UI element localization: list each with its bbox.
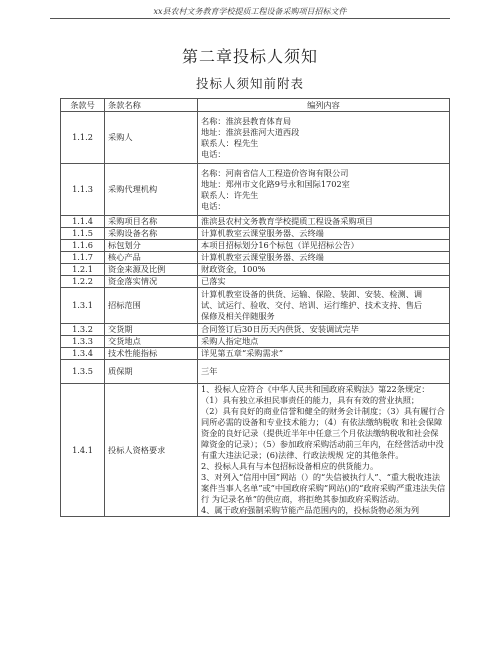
clause-name: 资金落实情况 xyxy=(105,276,198,288)
clause-name: 质保期 xyxy=(105,360,198,384)
table-row xyxy=(61,228,450,240)
content-line: 地址：淮滨县淮河大道西段 xyxy=(201,126,300,137)
clause-number: 1.1.3 xyxy=(61,164,105,216)
content-line: 已落实 xyxy=(201,276,226,286)
content-line: （1）具有独立承担民事责任的能力，具有有效的营业执照； xyxy=(201,395,420,405)
clause-name: 交货地点 xyxy=(105,336,198,348)
table-row xyxy=(61,276,450,288)
content-line: 详见第五章“采购需求” xyxy=(201,348,284,358)
clause-number: 1.1.6 xyxy=(61,240,105,252)
content-line: 计算机教室云课堂服务器、云终端 xyxy=(201,228,324,238)
content-line: 联系人：许先生 xyxy=(201,189,259,200)
content-line: 保修及相关伴随服务 xyxy=(201,311,275,321)
content-line: 采购人指定地点 xyxy=(201,336,259,346)
col-header-content: 编列内容 xyxy=(198,99,450,112)
clause-content xyxy=(198,384,450,517)
clause-name: 技术性能指标 xyxy=(105,348,198,360)
content-line: 淮滨县农村文务教育学校提质工程设备采购项目 xyxy=(201,216,373,226)
content-line: 本项目招标划分16个标包（详见招标公告） xyxy=(201,240,359,250)
table-row xyxy=(61,264,450,276)
content-line: 2、投标人具有与本包招标设备相应的供货能力。 xyxy=(201,461,379,471)
clause-number: 1.3.3 xyxy=(61,336,105,348)
clause-content xyxy=(198,360,450,384)
table-row xyxy=(61,324,450,336)
clause-number: 1.2.1 xyxy=(61,264,105,276)
content-line: 地址：郑州市文化路9号永和国际1702室 xyxy=(201,178,350,189)
clause-number: 1.3.4 xyxy=(61,348,105,360)
clause-number: 1.1.4 xyxy=(61,216,105,228)
content-line: 4、属于政府强制采购节能产品范围内的，投标货物必须为列 xyxy=(201,505,420,515)
content-line: 计算机教室云课堂服务器、云终端 xyxy=(201,252,324,262)
table-row xyxy=(61,384,450,517)
table-row xyxy=(61,288,450,324)
table-row xyxy=(61,164,450,216)
clause-content xyxy=(198,228,450,240)
instructions-table xyxy=(60,98,450,517)
clause-name: 采购项目名称 xyxy=(105,216,198,228)
table-header xyxy=(61,99,450,112)
content-line: 三年 xyxy=(201,366,218,376)
chapter-title: 第二章投标人须知 xyxy=(181,47,318,66)
clause-content xyxy=(198,288,450,324)
table-row xyxy=(61,348,450,360)
running-header: xx县农村文务教育学校提质工程设备采购项目招标文件 xyxy=(153,7,347,16)
clause-number: 1.2.2 xyxy=(61,276,105,288)
content-line: （2）具有良好的商业信誉和健全的财务会计制度；（3）具有履行合同所必需的设备和专业技术能力；（4）有依法缴纳税收 和社会保障资金的良好记录（提供近半年中任意三个月依法缴纳税收和社会保障资金的记录）；（5）参加政府采购活动前三年内，在经营活动中没有重大违法记录；(6)法律、行政法规规 定的其他条件。 xyxy=(201,406,445,460)
clause-content xyxy=(198,164,450,216)
content-line: 财政资金，100% xyxy=(201,264,266,274)
clause-content xyxy=(198,264,450,276)
content-line: 电话： xyxy=(201,148,226,159)
content-line: 计算机教室设备的供货、运输、保险、装卸、安装、检测、调 xyxy=(201,289,423,299)
table-row xyxy=(61,252,450,264)
table-row xyxy=(61,216,450,228)
col-header-clause-name: 条款名称 xyxy=(105,99,198,112)
clause-name: 投标人资格要求 xyxy=(105,384,198,517)
table-row xyxy=(61,336,450,348)
table-row xyxy=(61,112,450,164)
clause-name: 招标范围 xyxy=(105,288,198,324)
clause-number: 1.3.5 xyxy=(61,360,105,384)
clause-number: 1.3.2 xyxy=(61,324,105,336)
content-line: 名称：河南省信人工程造价咨询有限公司 xyxy=(201,167,349,178)
clause-number: 1.3.1 xyxy=(61,288,105,324)
content-line: 1、投标人应符合《中华人民共和国政府采购法》第22条规定： xyxy=(201,384,430,394)
clause-content xyxy=(198,216,450,228)
clause-content xyxy=(198,336,450,348)
content-line: 试、试运行、验收、交付、培训、运行维护、技术支持、售后 xyxy=(201,300,423,310)
content-line: 合同签订后30日历天内供货、安装调试完毕 xyxy=(201,324,359,334)
content-line: 3、对列入“信用中国”网站（）的“失信被执行人”、“重大税收违法案件当事人名单”或“中国政府采购”网站()的“政府采购严重违法失信行 为记录名单”的供应商，将拒绝其参加政府采购活动。 xyxy=(201,472,446,504)
clause-name: 交货期 xyxy=(105,324,198,336)
clause-name: 资金来源及比例 xyxy=(105,264,198,276)
clause-content xyxy=(198,276,450,288)
clause-number: 1.1.7 xyxy=(61,252,105,264)
clause-content xyxy=(198,324,450,336)
content-line: 联系人：程先生 xyxy=(201,137,259,148)
clause-number: 1.4.1 xyxy=(61,384,105,517)
clause-name: 标包划分 xyxy=(105,240,198,252)
table-row xyxy=(61,360,450,384)
content-line: 名称：淮滨县教育体育局 xyxy=(201,115,292,126)
clause-number: 1.1.2 xyxy=(61,112,105,164)
clause-name: 采购人 xyxy=(105,112,198,164)
content-line: 电话： xyxy=(201,200,226,211)
clause-content xyxy=(198,112,450,164)
clause-name: 核心产品 xyxy=(105,252,198,264)
table-title: 投标人须知前附表 xyxy=(195,76,304,91)
clause-name: 采购设备名称 xyxy=(105,228,198,240)
clause-name: 采购代理机构 xyxy=(105,164,198,216)
table-body xyxy=(61,112,450,517)
clause-number: 1.1.5 xyxy=(61,228,105,240)
clause-content xyxy=(198,240,450,252)
header-rule xyxy=(50,18,450,19)
clause-content xyxy=(198,252,450,264)
col-header-clause-no: 条款号 xyxy=(61,99,105,112)
table-row xyxy=(61,240,450,252)
clause-content xyxy=(198,348,450,360)
